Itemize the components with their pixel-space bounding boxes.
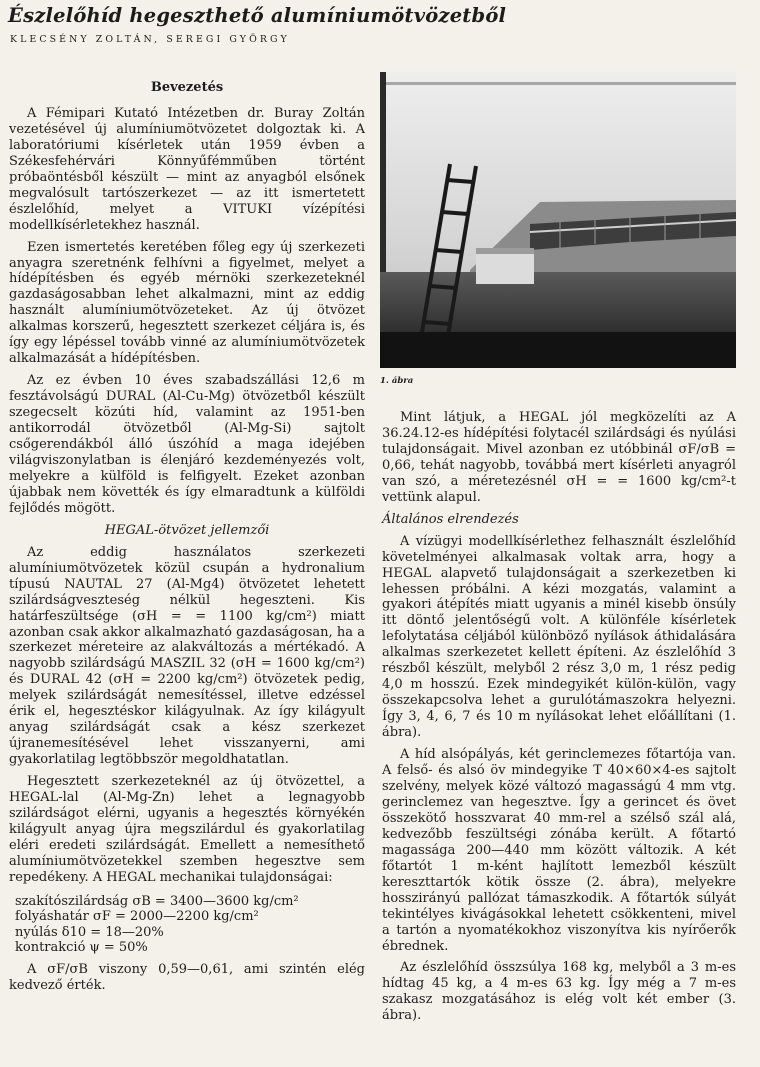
hegal-paragraph-2: Hegesztett szerkezeteknél az új ötvözettel, a HEGAL-lal (Al-Mg-Zn) lehet a legnagyobb szilárdságot elérni, ugyanis a hegesztés környékén kilágyult anyag újra megszilárdul és gyakorlatilag eléri eredeti szilárdságát. Emellett a nemesíthető alumíniumötvözetekkel szemben hegesztve sem repedékeny. A HEGAL mechanikai tulajdonságai: (9, 774, 365, 885)
authors: KLECSÉNY ZOLTÁN, SEREGI GYÖRGY (10, 34, 290, 45)
intro-paragraph-1: A Fémipari Kutató Intézetben dr. Buray Zoltán vezetésével új alumíniumötvözetet dolgoztak ki. A laboratóriumi kísérletek után 1959 évben a Székesfehérvári Könnyűfémműben történt próbaöntésből készült — mint az anyagból elsőnek megvalósult tartószerkezet — az itt ismertetett észlelőhíd, melyet a VITUKI vízépítési modellkísérletekhez használ. (9, 105, 365, 233)
property-contraction: kontrakció ψ = 50% (15, 940, 148, 956)
figure-1-caption: 1. ábra (380, 376, 414, 386)
intro-paragraph-2: Ezen ismertetés keretében főleg egy új szerkezeti anyagra szeretnénk felhívni a figyelmet, melyet a hídépítésben és egyéb mérnöki szerkezeteknél gazdaságosabban lehet alkalmazni, mint az eddig használt alumíniumötvözeteket. Az új ötvözet alkalmas korszerű, hegesztett szerkezet céljára is, és így egy lépéssel tovább vinné az alumíniumötvözetek alkalmazását a hídépítésben. (9, 239, 365, 367)
left-column (9, 78, 365, 1000)
bridge-photo (380, 72, 736, 368)
mechanical-properties (15, 894, 365, 956)
intro-paragraph-3: Az ez évben 10 éves szabadszállási 12,6 m fesztávolságú DURAL (Al-Cu-Mg) ötvözetből készült szegecselt közúti híd, valamint az 1951-ben antikorrodál ötvözetből (Al-Mg-Si) sajtolt csőgerendákból álló úszóhíd a maga idejében világviszonylatban is élenjáró kezdeményezés volt, melyekre a külföld is felfigyelt. Ezeket azonban újabbak nem követték és így elmaradtunk a külföldi fejlődés mögött. (9, 373, 365, 516)
article-title: Észlelőhíd hegeszthető alumíniumötvözetből (8, 4, 507, 27)
hegal-paragraph-1: Az eddig használatos szerkezeti alumíniumötvözetek közül csupán a hydronalium típusú NAUTAL 27 (Al-Mg4) ötvözetet lehetett szilárdságveszteség nélkül hegeszteni. Kis határfeszültsége (σH = = 1100 kg/cm²) miatt azonban csak akkor alkalmazható gazdaságosan, ha a szerkezet méreteire az alakváltozás a mértékadó. A nagyobb szilárdságú MASZIL 32 (σH = 1600 kg/cm²) és DURAL 42 (σH = 2200 kg/cm²) ötvözetek pedig, melyek szilárdságát nemesítéssel, illetve edzéssel érik el, hegesztéskor kilágyulnak. Az így kilágyult anyag szilárdságát csak a kész szerkezet újranemesítésével lehet visszanyerni, ami gyakorlatilag legtöbbször megoldhatatlan. (9, 544, 365, 768)
right-column (382, 410, 736, 1030)
hegal-comparison-paragraph: Mint látjuk, a HEGAL jól megközelíti az A 36.24.12-es hídépítési folytacél szilárdsági és nyúlási tulajdonságait. Mivel azonban ez utóbbinál σF/σB = 0,66, tehát nagyobb, továbbá mert kísérleti anyagról van szó, a méretezésnél σH = = 1600 kg/cm²-t vettünk alapul. (382, 410, 736, 505)
bridge-photo-illustration (380, 72, 736, 368)
layout-paragraph-3: Az észlelőhíd összsúlya 168 kg, melyből a 3 m-es hídtag 45 kg, a 4 m-es 63 kg. Így még a 7 m-es szakasz mozgatásához is elég volt két ember (3. ábra). (382, 960, 736, 1024)
property-yield: folyáshatár σF = 2000—2200 kg/cm² (15, 909, 259, 925)
hegal-heading: HEGAL-ötvözet jellemzői (104, 522, 270, 538)
layout-paragraph-1: A vízügyi modellkísérlethez felhasznált észlelőhíd követelményei alkalmasak voltak arra, hogy a HEGAL alapvető tulajdonságait a szerkezetben ki lehessen próbálni. A kézi mozgatás, valamint a gyakori átépítés miatt ugyanis a minél kisebb önsúly itt döntő jelentőségű volt. A különféle kísérletek lefolytatása céljából különböző nyílások áthidalására alkalmas szerkezetet kellett építeni. Az észlelőhíd 3 részből készült, melyből 2 rész 3,0 m, 1 rész pedig 4,0 m hosszú. Ezek mindegyikét külön-külön, vagy összekapcsolva lehet a gurulótámaszokra helyezni. Így 3, 4, 6, 7 és 10 m nyílásokat lehet előállítani (1. ábra). (382, 533, 736, 741)
intro-heading: Bevezetés (150, 80, 224, 95)
general-layout-heading: Általános elrendezés (382, 511, 519, 527)
ratio-paragraph: A σF/σB viszony 0,59—0,61, ami szintén elég kedvező érték. (9, 961, 365, 993)
property-elongation: nyúlás δ10 = 18—20% (15, 924, 164, 940)
property-tensile: szakítószilárdság σB = 3400—3600 kg/cm² (15, 893, 299, 909)
layout-paragraph-2: A híd alsópályás, két gerinclemezes főtartója van. A felső- és alsó öv mindegyike T 40×60×4-es sajtolt szelvény, melyek közé változó magasságú 4 mm vtg. gerinclemez van hegesztve. Így a gerincet és övet összekötő hosszvarat 40 mm-rel a szélső szál alá, kedvezőbb feszültségi zónába került. A főtartó magassága 200—440 mm között változik. A két főtartót 1 m-ként hajlított lemezből készült kereszttartók kötik össze (2. ábra), melyekre hosszirányú pallózat támaszkodik. A főtartók súlyát tekintélyes kivágásokkal lehetett csökkenteni, mivel a tartón a nyomatékokhoz viszonyítva kis nyírőerők ébrednek. (382, 747, 736, 954)
